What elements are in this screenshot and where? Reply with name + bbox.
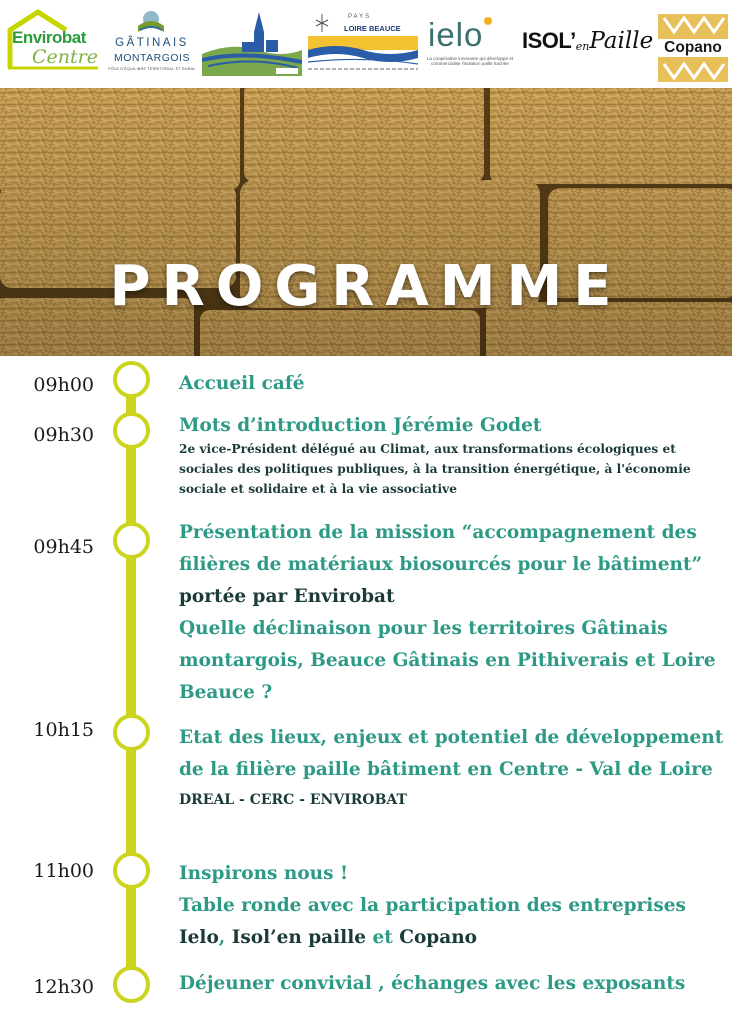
separator: ,	[218, 927, 232, 948]
item-subtitle	[179, 890, 725, 954]
time-label: 11h00	[33, 860, 94, 882]
item-title: Etat des lieux, enjeux et potentiel de développement de la filière paille bâtiment en Centre - Val de Loire	[179, 727, 724, 780]
ielo-logo	[418, 12, 522, 72]
item-title: Accueil café	[179, 373, 305, 394]
timeline-node	[113, 412, 150, 449]
item-title: Déjeuner convivial , échanges avec les exposants	[179, 973, 686, 994]
gatinais-montargois-logo	[104, 10, 200, 80]
envirobat-logo-line2: Centre	[32, 46, 98, 68]
partner-logo-bar	[0, 0, 732, 88]
timeline-node	[113, 714, 150, 751]
item-detail: DREAL - CERC - ENVIROBAT	[179, 792, 407, 808]
item-title: Mots d’introduction Jérémie Godet	[179, 415, 542, 436]
gatinais-logo-line2: MONTARGOIS	[114, 52, 190, 64]
schedule-item	[179, 415, 725, 499]
company-copano: Copano	[399, 927, 477, 948]
item-title	[179, 517, 725, 613]
company-isol-en-paille: Isol’en paille	[231, 927, 367, 948]
time-label: 09h45	[33, 536, 94, 558]
item-title: Inspirons nous !	[179, 863, 349, 884]
item-subtitle: Quelle déclinaison pour les territoires Gâtinais montargois, Beauce Gâtinais en Pithiverais et Loire Beauce ?	[179, 618, 716, 703]
envirobat-centre-logo	[4, 8, 104, 72]
company-ielo: Ielo	[179, 927, 219, 948]
pays-loire-beauce-logo	[308, 12, 418, 72]
time-label: 10h15	[33, 719, 94, 741]
copano-logo	[658, 14, 728, 82]
loire-beauce-logo-name: LOIRE BEAUCE	[344, 24, 401, 33]
timeline-node	[113, 361, 150, 398]
timeline-node	[113, 522, 150, 559]
gatinais-logo-line1: GÂTINAIS	[115, 37, 189, 49]
roundtable-text: Table ronde avec la participation des entreprises	[179, 895, 686, 916]
schedule-item	[179, 373, 725, 394]
copano-logo-word: Copano	[658, 39, 728, 57]
schedule-item	[179, 722, 725, 808]
time-label: 09h30	[33, 424, 94, 446]
timeline-line	[126, 384, 136, 996]
separator: et	[366, 927, 400, 948]
schedule-item	[179, 517, 725, 709]
programme-timeline	[0, 356, 732, 1024]
gatinais-logo-line3: PÔLE D'ÉQUILIBRE TERRITORIAL ET RURAL	[108, 67, 196, 71]
schedule-item	[179, 858, 725, 954]
isol-logo-part2: en	[575, 40, 590, 53]
isol-en-paille-logo	[522, 28, 658, 64]
item-title-carrier: portée par Envirobat	[179, 586, 395, 607]
item-title-mission: Présentation de la mission “accompagnement des filières de matériaux biosourcés pour le bâtiment”	[179, 522, 703, 575]
time-label: 09h00	[33, 374, 94, 396]
schedule-item	[179, 973, 725, 994]
ielo-logo-word: ielo	[428, 16, 484, 53]
timeline-node	[113, 966, 150, 1003]
time-label: 12h30	[33, 976, 94, 998]
item-detail: 2e vice-Président délégué au Climat, aux transformations écologiques et sociales des politiques publiques, à la transition énergétique, à l'économie sociale et solidaire et à la vie associative	[179, 442, 691, 496]
loire-beauce-logo-pays: PAYS	[348, 14, 372, 20]
hero-banner	[0, 88, 732, 356]
ielo-logo-tagline: La coopérative innovante qui développe et commercialise l'isolation paille hachée	[426, 56, 514, 67]
page-title: PROGRAMME	[109, 254, 623, 319]
isol-logo-part3: Paille	[589, 28, 654, 54]
envirobat-logo-line1: Envirobat	[12, 28, 86, 47]
timeline-node	[113, 852, 150, 889]
isol-logo-part1: ISOL’	[522, 28, 576, 53]
beauce-gatinais-church-logo	[202, 10, 302, 76]
